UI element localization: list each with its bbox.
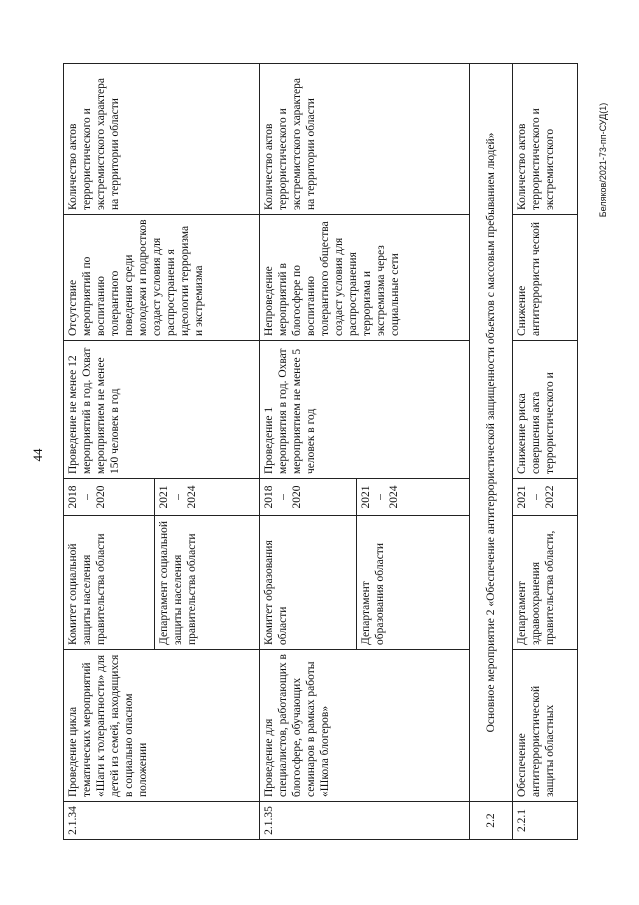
result-cell: Снижение антитеррористи ческой: [513, 215, 578, 341]
executor-cell: Департамент социальной защиты населения правительства области: [155, 516, 260, 650]
year-dash: –: [374, 494, 386, 500]
year-start: 2021: [516, 485, 528, 509]
year-start: 2018: [263, 485, 275, 509]
year-dash: –: [277, 494, 289, 500]
indicator-cell: Снижение риска совершения акта террористического и: [513, 341, 578, 479]
measure-cell: Количество актов террористического и экстремистского характера на территории области: [260, 64, 470, 215]
row-number: 2.1.35: [260, 802, 470, 840]
event-cell: Проведение цикла тематических мероприятий «Шаги к толерантности» для детей из семей, находящихся в социально опасном положении: [64, 650, 260, 802]
years-cell: [64, 479, 155, 516]
year-dash: –: [530, 494, 542, 500]
year-start: 2021: [158, 485, 170, 509]
year-dash: –: [172, 494, 184, 500]
years-cell: [260, 479, 357, 516]
year-end: 2022: [544, 485, 556, 509]
row-number: 2.2.1: [513, 802, 578, 840]
table-row: [64, 64, 155, 840]
indicator-cell: Проведение не менее 12 мероприятий в год. Охват мероприятием не менее 150 человек в год: [64, 341, 260, 479]
result-cell: Отсутствие мероприятий по воспитанию толерантного поведения среди молодежи и подростков создаст условия для распространени я идеологии терроризма и экстремизма: [64, 215, 260, 341]
years-cell: [155, 479, 260, 516]
executor-cell: Комитет образования области: [260, 516, 357, 650]
result-cell: Непроведение мероприятий в блогосфере по воспитанию толерантного общества создаст условия для распространения терроризма и экстремизма через социальные сети: [260, 215, 470, 341]
year-dash: –: [81, 494, 93, 500]
section-number: 2.2: [470, 802, 513, 840]
executor-cell: Департамент образования области: [357, 516, 470, 650]
event-cell: Обеспечение антитеррористической защиты областных: [513, 650, 578, 802]
year-end: 2024: [388, 485, 400, 509]
year-start: 2018: [67, 485, 79, 509]
year-start: 2021: [360, 485, 372, 509]
table-row: [513, 64, 578, 840]
rotated-page: [63, 64, 556, 840]
table-row: [260, 64, 357, 840]
year-end: 2020: [291, 485, 303, 509]
executor-cell: Департамент здравоохранения правительства области,: [513, 516, 578, 650]
year-end: 2020: [95, 485, 107, 509]
page-number: 44: [30, 448, 45, 462]
event-cell: Проведение для специалистов, работающих в блогосфере, обучающих семинаров в рамках работы «Школа блогеров»: [260, 650, 470, 802]
years-cell: [513, 479, 578, 516]
document-footer: Беляков/2021-73-пп-СУД(1): [598, 102, 608, 218]
row-number: 2.1.34: [64, 802, 260, 840]
section-row: [470, 64, 513, 840]
indicator-cell: Проведение 1 мероприятия в год. Охват мероприятием не менее 5 человек в год: [260, 341, 470, 479]
section-title: Основное мероприятие 2 «Обеспечение антитеррористической защищенности объектов с массовым пребыванием людей»: [470, 64, 513, 802]
years-cell: [357, 479, 470, 516]
program-table: [63, 63, 578, 840]
measure-cell: Количество актов террористического и экстремистского: [513, 64, 578, 215]
year-end: 2024: [186, 485, 198, 509]
executor-cell: Комитет социальной защиты населения правительства области: [64, 516, 155, 650]
measure-cell: Количество актов террористического и экстремистского характера на территории области: [64, 64, 260, 215]
